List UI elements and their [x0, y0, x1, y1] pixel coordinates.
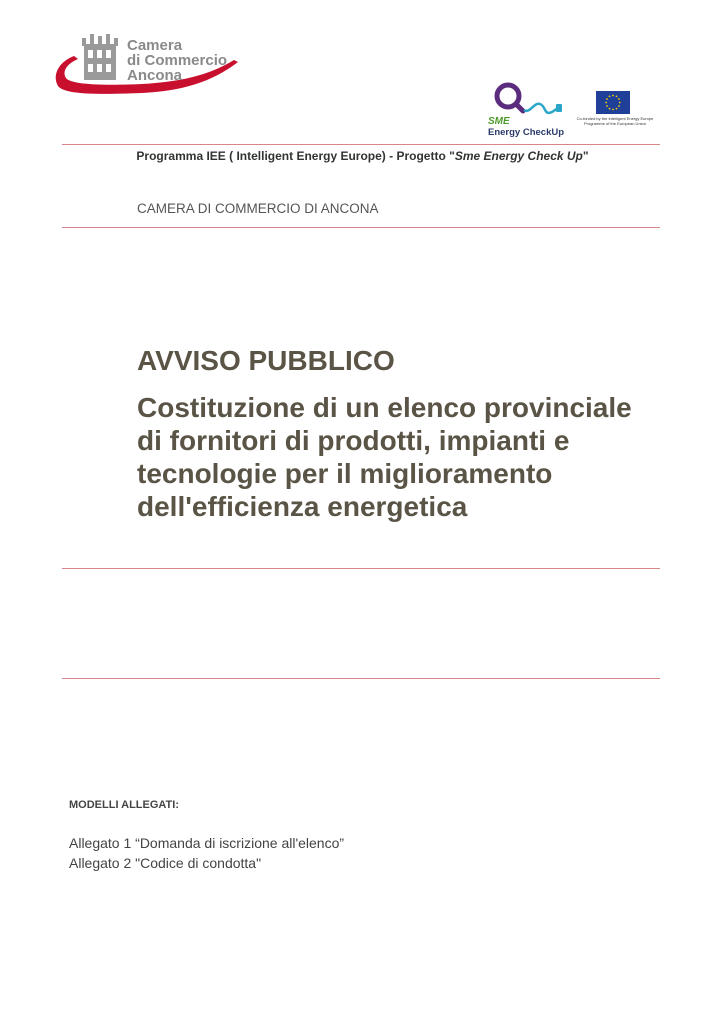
divider: [62, 568, 660, 569]
notice-title: AVVISO PUBBLICO: [137, 345, 395, 376]
logo-line-1: Camera: [127, 37, 183, 54]
sme-subtitle: Energy CheckUp: [488, 127, 565, 138]
eu-cofunded-text: [570, 116, 660, 126]
cable-plug-icon: [524, 104, 558, 113]
divider: [62, 678, 660, 679]
eu-flag-icon: [596, 91, 630, 114]
building-icon: [82, 34, 118, 80]
organization-name: CAMERA DI COMMERCIO DI ANCONA: [137, 201, 379, 216]
program-suffix: ": [582, 149, 589, 163]
divider: [62, 144, 660, 145]
logo-line-2: di Commercio: [127, 52, 228, 69]
attachment-item-1: Allegato 1 “Domanda di iscrizione all'elenco”: [69, 835, 345, 851]
logo-line-3: Ancona: [127, 67, 183, 84]
eu-text-line-2: Programme of the European Union: [583, 121, 647, 126]
notice-subtitle: Costituzione di un elenco provinciale di fornitori di prodotti, impianti e tecnologie per il miglioramento dell'efficienza energetica: [137, 392, 632, 522]
attachment-item-2: Allegato 2 "Codice di condotta": [69, 855, 262, 871]
program-line: [0, 149, 725, 163]
program-prefix: Programma IEE ( Intelligent Energy Europe) - Progetto ": [136, 149, 455, 163]
program-project: Sme Energy Check Up: [454, 149, 583, 163]
magnifier-icon: [497, 85, 523, 111]
sme-energy-checkup-logo: [486, 80, 570, 138]
eu-text-line-1: Co-funded by the Intelligent Energy Europe: [576, 116, 654, 121]
sme-word: SME: [488, 116, 510, 127]
divider: [62, 227, 660, 228]
attachments-heading: MODELLI ALLEGATI:: [69, 799, 179, 811]
logo-wordmark: [127, 38, 227, 83]
